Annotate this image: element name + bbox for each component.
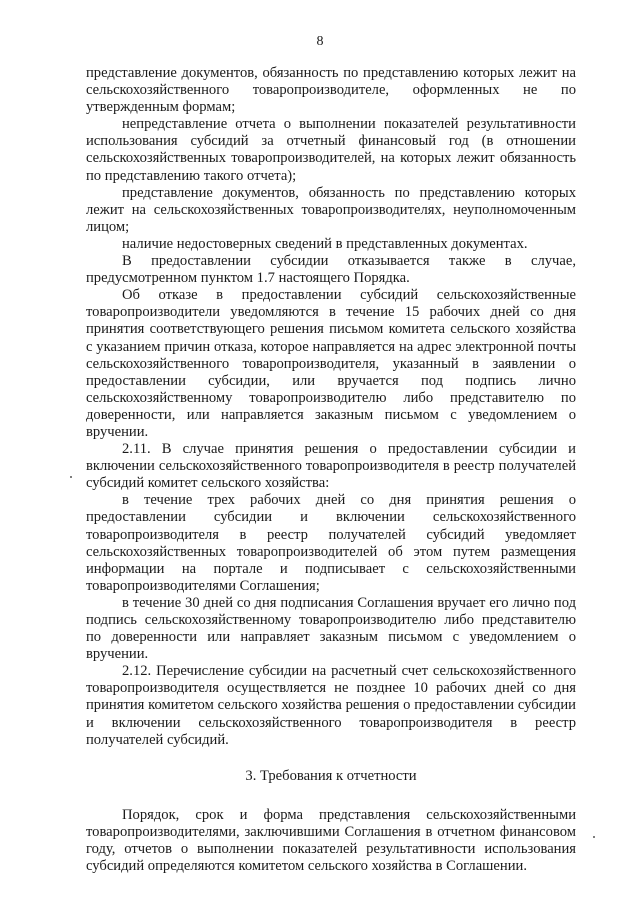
- paragraph: представление документов, обязанность по представлению которых лежит на сельскохозяйственных товаропроизводителях, неуполномоченным лицом;: [86, 184, 576, 235]
- scan-speck: [70, 476, 72, 478]
- paragraph: в течение 30 дней со дня подписания Соглашения вручает его лично под подпись сельскохозяйственному товаропроизводителю либо представителю по доверенности или направляет заказным письмом с уведомлением о вручении.: [86, 594, 576, 663]
- paragraph: Об отказе в предоставлении субсидий сельскохозяйственные товаропроизводители уведомляются в течение 15 рабочих дней со дня принятия соответствующего решения письмом комитета сельского хозяйства с указанием причин отказа, которое направляется на адрес электронной почты сельскохозяйственного товаропроизводителя, указанный в заявлении о предоставлении субсидии, или вручается под подпись лично сельскохозяйственному товаропроизводителю либо представителю по доверенности, или направляется заказным письмом с уведомлением о вручении.: [86, 287, 576, 440]
- paragraph: В предоставлении субсидии отказывается также в случае, предусмотренном пунктом 1.7 настоящего Порядка.: [86, 253, 576, 287]
- paragraph: непредставление отчета о выполнении показателей результативности использования субсидий за отчетный финансовый год (в отношении сельскохозяйственных товаропроизводителей, на которых лежит обязанность по представлению такого отчета);: [86, 116, 576, 184]
- paragraph: представление документов, обязанность по представлению которых лежит на сельскохозяйственного товаропроизводителе, оформленных не по утвержденным формам;: [86, 65, 576, 116]
- page-number: 8: [316, 34, 324, 49]
- document-body: [86, 65, 576, 875]
- paragraph: наличие недостоверных сведений в представленных документах.: [122, 235, 528, 252]
- scan-speck: [593, 836, 595, 838]
- paragraph: 2.11. В случае принятия решения о предоставлении субсидии и включении сельскохозяйственного товаропроизводителя в реестр получателей субсидий комитет сельского хозяйства:: [86, 441, 576, 492]
- paragraph: 2.12. Перечисление субсидии на расчетный счет сельскохозяйственного товаропроизводителя осуществляется не позднее 10 рабочих дней со дня принятия комитетом сельского хозяйства решения о предоставлении субсидии и включении сельскохозяйственного товаропроизводителя в реестр получателей субсидий.: [86, 663, 576, 748]
- paragraph: в течение трех рабочих дней со дня принятия решения о предоставлении субсидии и включении сельскохозяйственного товаропроизводителя в реестр получателей субсидий уведомляет сельскохозяйственных товаропроизводителей об этом путем размещения информации на портале и подписывает с сельскохозяйственными товаропроизводителями Соглашения;: [86, 492, 576, 594]
- paragraph: Порядок, срок и форма представления сельскохозяйственными товаропроизводителями, заключившими Соглашения в отчетном финансовом году, отчетов о выполнении показателей результативности использования субсидий определяются комитетом сельского хозяйства в Соглашении.: [86, 806, 576, 875]
- section-heading: 3. Требования к отчетности: [245, 767, 417, 784]
